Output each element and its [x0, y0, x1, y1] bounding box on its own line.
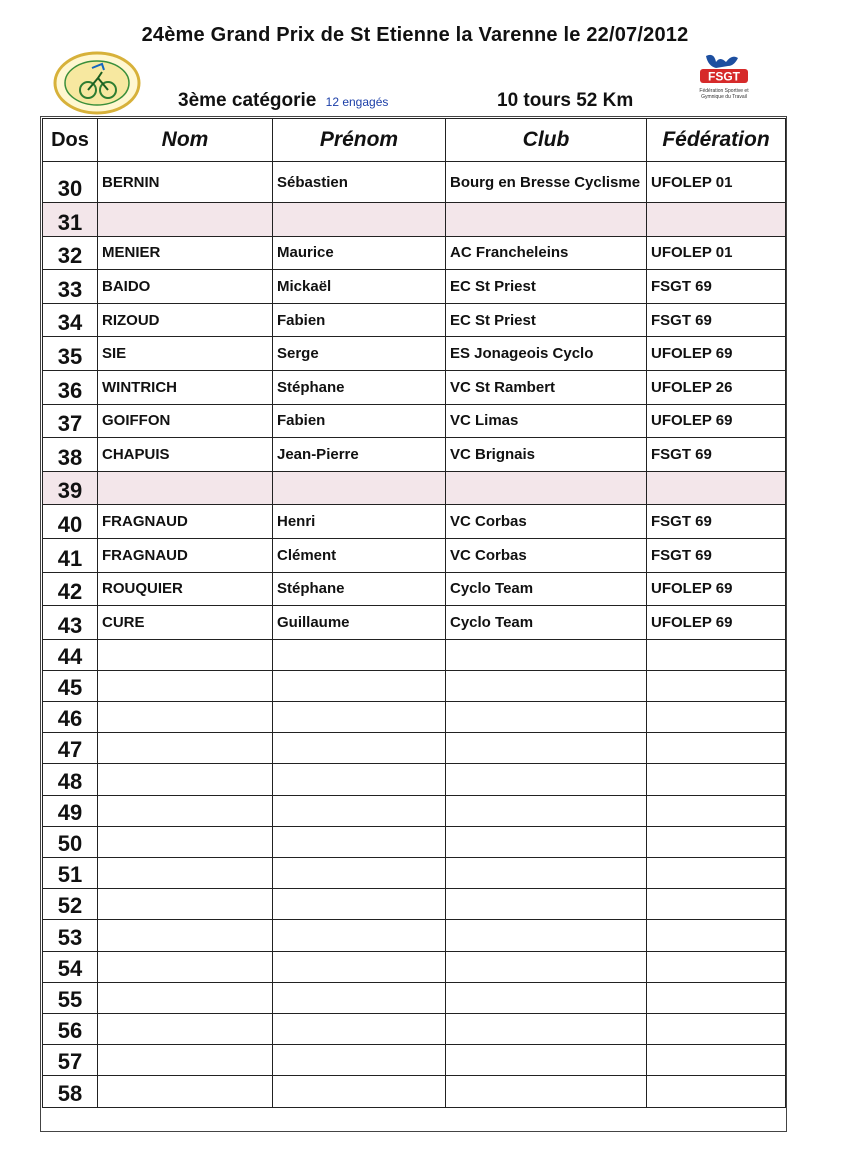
nom-cell [98, 203, 273, 237]
federation-cell [647, 203, 786, 237]
category-heading [178, 90, 388, 112]
club-cell: AC Francheleins [446, 236, 647, 270]
federation-cell [647, 639, 786, 670]
nom-cell [98, 639, 273, 670]
dos-cell: 57 [43, 1045, 98, 1076]
nom-cell [98, 1076, 273, 1107]
club-cell: VC Corbas [446, 538, 647, 572]
club-cell [446, 639, 647, 670]
dos-cell: 45 [43, 670, 98, 701]
table-row [43, 1013, 786, 1044]
club-cell: Cyclo Team [446, 606, 647, 640]
club-cell: ES Jonageois Cyclo [446, 337, 647, 371]
prenom-cell: Fabien [273, 303, 446, 337]
table-row [43, 1045, 786, 1076]
dos-cell: 42 [43, 572, 98, 606]
prenom-cell [273, 951, 446, 982]
table-row [43, 505, 786, 539]
prenom-cell [273, 1045, 446, 1076]
club-cell: VC Corbas [446, 505, 647, 539]
dos-cell: 47 [43, 733, 98, 764]
federation-cell [647, 951, 786, 982]
dos-cell: 54 [43, 951, 98, 982]
federation-cell: FSGT 69 [647, 270, 786, 304]
federation-cell [647, 795, 786, 826]
page-title: 24ème Grand Prix de St Etienne la Varenne le 22/07/2012 [141, 24, 689, 46]
club-cell [446, 203, 647, 237]
club-cell [446, 826, 647, 857]
nom-cell [98, 471, 273, 505]
dos-cell: 53 [43, 920, 98, 951]
prenom-cell [273, 982, 446, 1013]
prenom-cell [273, 702, 446, 733]
table-header-row [43, 119, 786, 162]
federation-cell [647, 702, 786, 733]
club-cell [446, 1013, 647, 1044]
prenom-cell: Stéphane [273, 572, 446, 606]
club-cell [446, 795, 647, 826]
prenom-cell [273, 670, 446, 701]
dos-cell: 36 [43, 370, 98, 404]
club-cell: EC St Priest [446, 270, 647, 304]
federation-cell: UFOLEP 69 [647, 572, 786, 606]
federation-cell [647, 764, 786, 795]
prenom-cell: Mickaël [273, 270, 446, 304]
club-cell [446, 1045, 647, 1076]
nom-cell: BAIDO [98, 270, 273, 304]
club-logo [52, 50, 142, 116]
nom-cell: GOIFFON [98, 404, 273, 438]
club-cell [446, 670, 647, 701]
prenom-cell [273, 826, 446, 857]
federation-cell [647, 1076, 786, 1107]
nom-cell [98, 733, 273, 764]
table-row [43, 471, 786, 505]
prenom-cell: Stéphane [273, 370, 446, 404]
dos-cell: 31 [43, 203, 98, 237]
table-row [43, 538, 786, 572]
table-row [43, 702, 786, 733]
table-row [43, 572, 786, 606]
nom-cell: WINTRICH [98, 370, 273, 404]
federation-cell [647, 1045, 786, 1076]
federation-cell [647, 920, 786, 951]
dos-cell: 41 [43, 538, 98, 572]
table-row [43, 764, 786, 795]
prenom-cell [273, 920, 446, 951]
nom-cell: RIZOUD [98, 303, 273, 337]
table-row [43, 404, 786, 438]
federation-cell: UFOLEP 69 [647, 337, 786, 371]
federation-cell: FSGT 69 [647, 505, 786, 539]
dos-cell: 38 [43, 438, 98, 472]
federation-cell [647, 889, 786, 920]
column-header-nom: Nom [98, 119, 273, 162]
dos-cell: 51 [43, 858, 98, 889]
nom-cell [98, 795, 273, 826]
nom-cell [98, 858, 273, 889]
entrants-count: 12 engagés [325, 95, 389, 109]
column-header-federation: Fédération [647, 119, 786, 162]
club-cell [446, 858, 647, 889]
dos-cell: 33 [43, 270, 98, 304]
table-row [43, 236, 786, 270]
club-cell: VC Brignais [446, 438, 647, 472]
prenom-cell [273, 1076, 446, 1107]
federation-cell [647, 733, 786, 764]
table-row [43, 858, 786, 889]
club-cell [446, 951, 647, 982]
nom-cell: FRAGNAUD [98, 505, 273, 539]
table-row [43, 639, 786, 670]
club-cell [446, 733, 647, 764]
club-cell: Bourg en Bresse Cyclisme [446, 162, 647, 203]
federation-cell [647, 858, 786, 889]
dos-cell: 58 [43, 1076, 98, 1107]
nom-cell [98, 951, 273, 982]
club-cell: VC Limas [446, 404, 647, 438]
column-header-prenom: Prénom [273, 119, 446, 162]
federation-cell: UFOLEP 69 [647, 404, 786, 438]
race-distance: 10 tours 52 Km [497, 90, 634, 111]
table-row [43, 203, 786, 237]
prenom-cell [273, 764, 446, 795]
table-row [43, 370, 786, 404]
federation-cell: UFOLEP 69 [647, 606, 786, 640]
table-row [43, 920, 786, 951]
nom-cell: ROUQUIER [98, 572, 273, 606]
nom-cell [98, 1013, 273, 1044]
club-cell [446, 471, 647, 505]
table-row [43, 795, 786, 826]
club-cell: EC St Priest [446, 303, 647, 337]
nom-cell [98, 702, 273, 733]
prenom-cell: Sébastien [273, 162, 446, 203]
federation-cell [647, 826, 786, 857]
dos-cell: 56 [43, 1013, 98, 1044]
federation-cell [647, 471, 786, 505]
prenom-cell [273, 889, 446, 920]
federation-cell: UFOLEP 01 [647, 236, 786, 270]
column-header-dos: Dos [43, 119, 98, 162]
dos-cell: 55 [43, 982, 98, 1013]
club-cell [446, 982, 647, 1013]
federation-cell [647, 982, 786, 1013]
dos-cell: 43 [43, 606, 98, 640]
table-row [43, 1076, 786, 1107]
club-cell [446, 702, 647, 733]
dos-cell: 52 [43, 889, 98, 920]
dos-cell: 44 [43, 639, 98, 670]
dos-cell: 50 [43, 826, 98, 857]
nom-cell: BERNIN [98, 162, 273, 203]
prenom-cell: Maurice [273, 236, 446, 270]
nom-cell [98, 982, 273, 1013]
nom-cell [98, 920, 273, 951]
prenom-cell: Clément [273, 538, 446, 572]
nom-cell [98, 1045, 273, 1076]
nom-cell: SIE [98, 337, 273, 371]
entry-list-table [42, 118, 786, 1108]
prenom-cell: Guillaume [273, 606, 446, 640]
prenom-cell: Fabien [273, 404, 446, 438]
prenom-cell [273, 471, 446, 505]
prenom-cell [273, 203, 446, 237]
dos-cell: 32 [43, 236, 98, 270]
club-cell: Cyclo Team [446, 572, 647, 606]
federation-cell [647, 670, 786, 701]
federation-cell [647, 1013, 786, 1044]
nom-cell [98, 889, 273, 920]
table-row [43, 337, 786, 371]
prenom-cell [273, 1013, 446, 1044]
club-cell [446, 1076, 647, 1107]
table-row [43, 889, 786, 920]
table-row [43, 606, 786, 640]
table-row [43, 733, 786, 764]
prenom-cell [273, 639, 446, 670]
club-cell [446, 889, 647, 920]
club-cell [446, 764, 647, 795]
dos-cell: 46 [43, 702, 98, 733]
fsgt-logo-text: FSGT [708, 69, 740, 84]
nom-cell: MENIER [98, 236, 273, 270]
table-row [43, 270, 786, 304]
nom-cell: CURE [98, 606, 273, 640]
nom-cell: FRAGNAUD [98, 538, 273, 572]
table-row [43, 826, 786, 857]
dos-cell: 48 [43, 764, 98, 795]
table-row [43, 951, 786, 982]
dos-cell: 40 [43, 505, 98, 539]
category-label: 3ème catégorie [178, 90, 317, 111]
table-row [43, 438, 786, 472]
prenom-cell: Jean-Pierre [273, 438, 446, 472]
prenom-cell: Henri [273, 505, 446, 539]
table-row [43, 162, 786, 203]
federation-cell: UFOLEP 26 [647, 370, 786, 404]
prenom-cell [273, 795, 446, 826]
prenom-cell [273, 858, 446, 889]
dos-cell: 39 [43, 471, 98, 505]
table-row [43, 670, 786, 701]
nom-cell [98, 764, 273, 795]
table-row [43, 303, 786, 337]
fsgt-logo-subtitle: Fédération Sportive et Gymnique du Travail [699, 88, 749, 100]
club-cell [446, 920, 647, 951]
column-header-club: Club [446, 119, 647, 162]
federation-cell: FSGT 69 [647, 303, 786, 337]
club-cell: VC St Rambert [446, 370, 647, 404]
federation-cell: UFOLEP 01 [647, 162, 786, 203]
dos-cell: 37 [43, 404, 98, 438]
prenom-cell [273, 733, 446, 764]
federation-cell: FSGT 69 [647, 438, 786, 472]
dos-cell: 34 [43, 303, 98, 337]
dos-cell: 30 [43, 162, 98, 203]
federation-cell: FSGT 69 [647, 538, 786, 572]
nom-cell [98, 670, 273, 701]
dos-cell: 49 [43, 795, 98, 826]
table-row [43, 982, 786, 1013]
fsgt-logo [686, 52, 760, 110]
nom-cell [98, 826, 273, 857]
nom-cell: CHAPUIS [98, 438, 273, 472]
prenom-cell: Serge [273, 337, 446, 371]
dos-cell: 35 [43, 337, 98, 371]
